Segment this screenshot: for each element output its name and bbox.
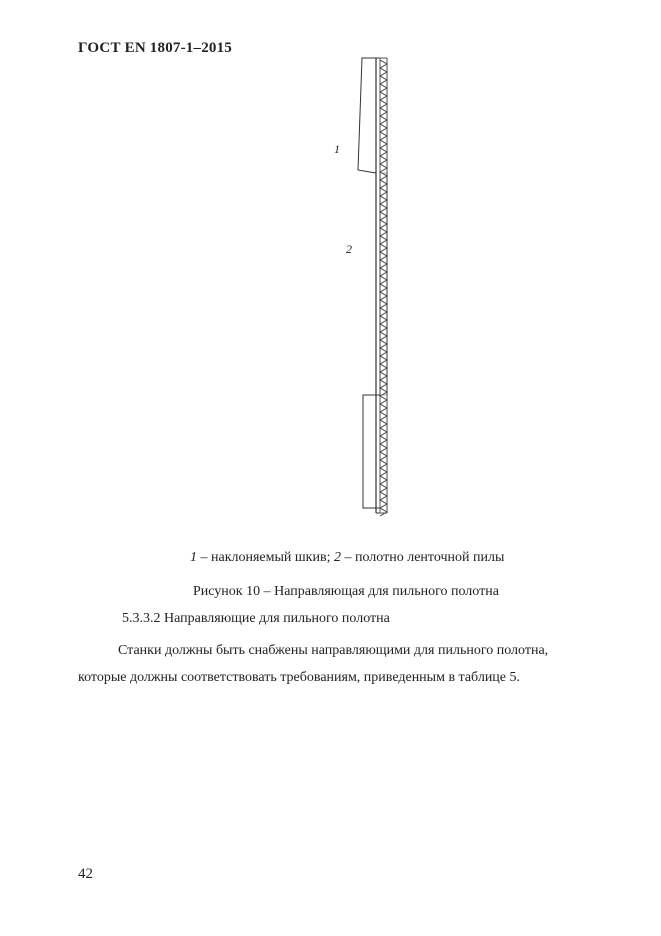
legend-text-2: – полотно ленточной пилы — [340, 550, 505, 565]
body-paragraph — [78, 637, 608, 691]
lower-guide-block — [363, 395, 376, 508]
figure-drawing — [300, 50, 420, 520]
figure-legend — [190, 550, 504, 566]
legend-num-1: 1 — [190, 550, 197, 565]
legend-text-1: – наклоняемый шкив; — [197, 550, 334, 565]
paragraph-line-2: которые должны соответствовать требованиям, приведенным в таблице 5. — [78, 670, 521, 685]
page-number: 42 — [78, 866, 93, 882]
figure-label-1: 1 — [334, 142, 340, 156]
subsection-heading: 5.3.3.2 Направляющие для пильного полотна — [122, 611, 390, 626]
legend-num-2: 2 — [333, 550, 341, 565]
band-saw-guide-figure — [300, 50, 420, 520]
figure-caption: Рисунок 10 – Направляющая для пильного полотна — [193, 584, 499, 599]
tilting-pulley-shape — [358, 58, 376, 173]
document-header: ГОСТ EN 1807-1–2015 — [78, 40, 232, 56]
blade-teeth — [380, 60, 387, 516]
figure-label-2: 2 — [346, 242, 352, 256]
paragraph-line-1: Станки должны быть снабжены направляющими для пильного полотна, — [118, 643, 549, 658]
